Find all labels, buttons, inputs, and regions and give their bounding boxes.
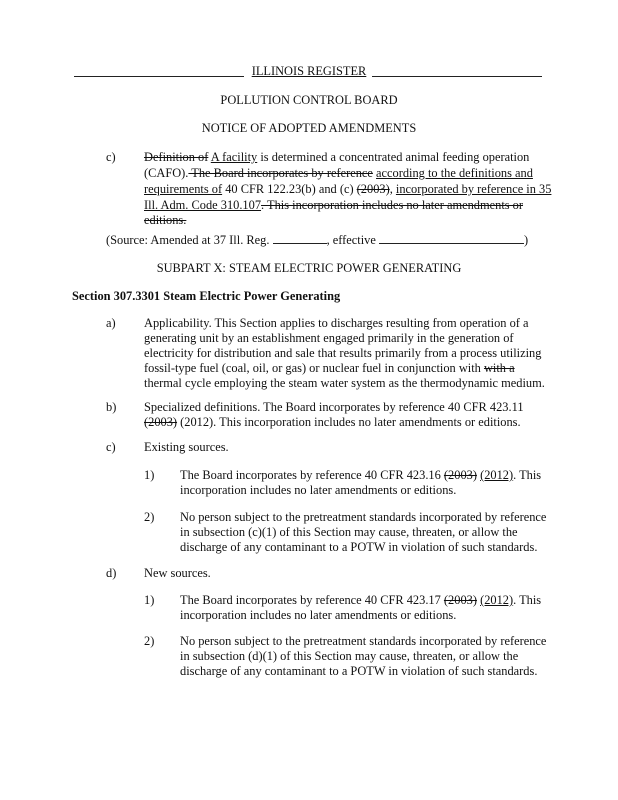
para-d-2-label: 2) (144, 634, 155, 648)
para-c2-1-line-1: The Board incorporates by reference 40 CFR 423.16 (2003) (2012). This (180, 468, 542, 482)
deleted-text: Definition of (144, 150, 209, 164)
para-c2-2-label: 2) (144, 510, 155, 524)
para-c2-2-line-2: in subsection (c)(1) of this Section may cause, threaten, or allow the (180, 525, 518, 539)
para-a-line-4: fossil-type fuel (coal, oil, or gas) or nuclear fuel in conjunction with with a (144, 361, 515, 375)
para-d-2-line-1: No person subject to the pretreatment standards incorporated by reference (180, 634, 547, 648)
para-a-line-2: generating unit by an establishment engaged primarily in the generation of (144, 331, 514, 345)
board-title: POLLUTION CONTROL BOARD (220, 93, 398, 107)
para-a-line-5: thermal cycle employing the steam water system as the thermodynamic medium. (144, 376, 545, 390)
para-d-1-label: 1) (144, 593, 155, 607)
para-c2-text: Existing sources. (144, 440, 229, 454)
effective-date-blank (379, 232, 524, 244)
para-c2-label: c) (106, 440, 116, 454)
register-title: ILLINOIS REGISTER (251, 64, 367, 78)
para-c-line-1: Definition of A facility is determined a concentrated animal feeding operation (144, 150, 530, 164)
subpart-title: SUBPART X: STEAM ELECTRIC POWER GENERATING (156, 261, 462, 275)
para-d-text: New sources. (144, 566, 211, 580)
para-d-2-line-2: in subsection (d)(1) of this Section may cause, threaten, or allow the (180, 649, 519, 663)
para-c-line-3: requirements of 40 CFR 122.23(b) and (c) (2003), incorporated by reference in 35 (144, 182, 552, 196)
para-a-line-3: electricity for distribution and sale that results primarily from a process utilizing (144, 346, 542, 360)
source-note: (Source: Amended at 37 Ill. Reg. , effective ) (106, 233, 529, 247)
volume-blank (273, 232, 327, 244)
para-c-line-2: (CAFO). The Board incorporates by reference according to the definitions and (144, 166, 533, 180)
para-d-1-line-2: incorporation includes no later amendments or editions. (180, 608, 457, 622)
para-c-line-5: editions. (144, 213, 187, 227)
para-b-label: b) (106, 400, 117, 414)
para-d-label: d) (106, 566, 117, 580)
para-c-line-4: Ill. Adm. Code 310.107. This incorporation includes no later amendments or (144, 198, 524, 212)
inserted-text: A facility (210, 150, 258, 164)
para-b-line-2: (2003) (2012). This incorporation includes no later amendments or editions. (144, 415, 521, 429)
para-d-1-line-1: The Board incorporates by reference 40 CFR 423.17 (2003) (2012). This (180, 593, 542, 607)
para-c-label: c) (106, 150, 116, 164)
para-c2-1-line-2: incorporation includes no later amendments or editions. (180, 483, 457, 497)
para-c2-2-line-1: No person subject to the pretreatment standards incorporated by reference (180, 510, 547, 524)
para-c2-1-label: 1) (144, 468, 155, 482)
para-d-2-line-3: discharge of any contaminant to a POTW in violation of such standards. (180, 664, 538, 678)
section-title: Section 307.3301 Steam Electric Power Generating (72, 289, 341, 303)
notice-title: NOTICE OF ADOPTED AMENDMENTS (201, 121, 417, 135)
para-a-line-1: Applicability. This Section applies to discharges resulting from operation of a (144, 316, 529, 330)
para-a-label: a) (106, 316, 116, 330)
para-c2-2-line-3: discharge of any contaminant to a POTW in violation of such standards. (180, 540, 538, 554)
para-b-line-1: Specialized definitions. The Board incorporates by reference 40 CFR 423.11 (144, 400, 524, 414)
